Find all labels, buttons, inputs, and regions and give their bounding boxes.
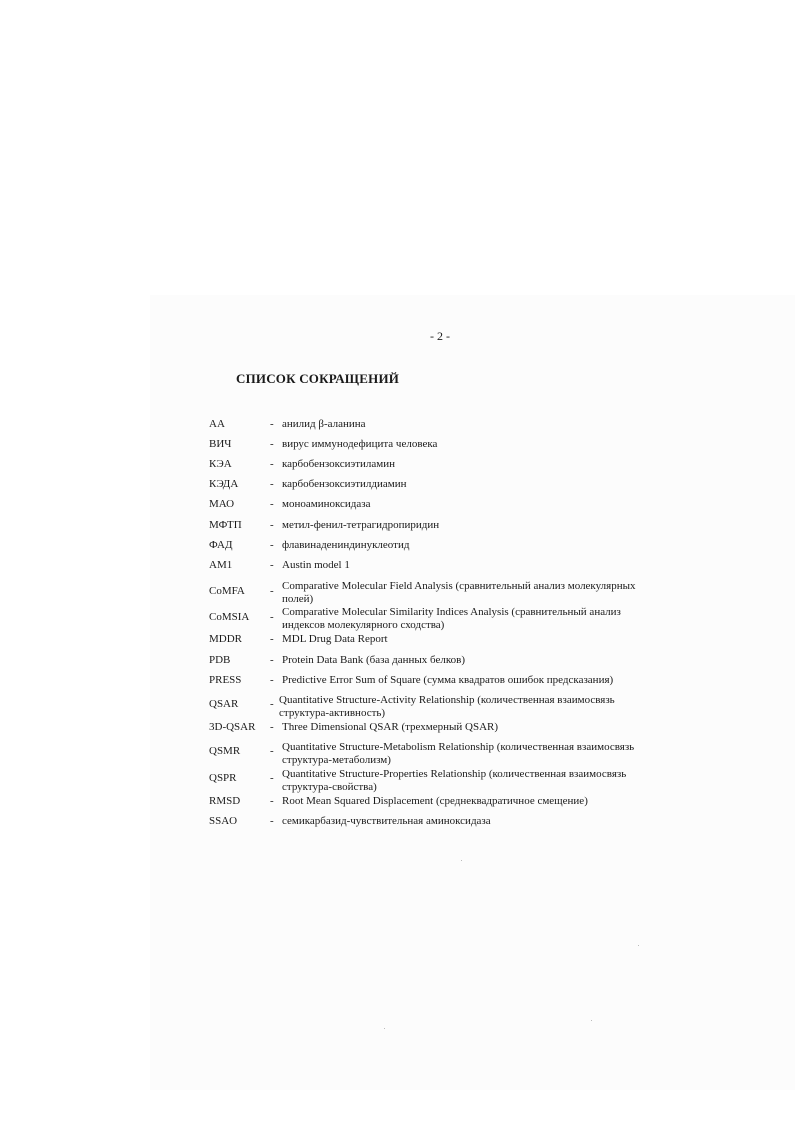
definition: Comparative Molecular Similarity Indices Analysis (сравнительный анализ индексов молекулярного сходства)	[282, 606, 621, 631]
abbreviation: RMSD	[209, 795, 241, 807]
separator-dash: -	[270, 674, 274, 686]
scan-speck	[638, 945, 639, 946]
separator-dash: -	[270, 815, 274, 827]
separator-dash: -	[270, 458, 274, 470]
abbreviation: AM1	[209, 559, 233, 571]
definition: Austin model 1	[282, 559, 350, 571]
definition: Quantitative Structure-Metabolism Relationship (количественная взаимосвязь структура-метаболизм)	[282, 741, 635, 766]
abbreviation: QSPR	[209, 772, 237, 784]
definition: метил-фенил-тетрагидропиридин	[282, 519, 440, 531]
definition: Root Mean Squared Displacement (среднеквадратичное смещение)	[282, 795, 588, 807]
separator-dash: -	[270, 585, 274, 597]
abbreviation: PRESS	[209, 674, 242, 686]
separator-dash: -	[270, 559, 274, 571]
scan-speck	[384, 1028, 385, 1029]
abbreviation: CoMFA	[209, 585, 245, 597]
abbreviation: CoMSIA	[209, 611, 250, 623]
separator-dash: -	[270, 418, 274, 430]
abbreviation: QSMR	[209, 745, 241, 757]
separator-dash: -	[270, 539, 274, 551]
abbreviation: ФАД	[209, 539, 233, 551]
separator-dash: -	[270, 438, 274, 450]
definition: Quantitative Structure-Properties Relationship (количественная взаимосвязь структура-свойства)	[282, 768, 627, 793]
separator-dash: -	[270, 745, 274, 757]
definition: карбобензоксиэтиламин	[282, 458, 396, 470]
separator-dash: -	[270, 498, 274, 510]
definition: Three Dimensional QSAR (трехмерный QSAR)	[282, 721, 499, 733]
definition: Protein Data Bank (база данных белков)	[282, 654, 465, 666]
abbreviation: МФТП	[209, 519, 242, 531]
definition: MDL Drug Data Report	[282, 633, 388, 645]
abbreviation: MDDR	[209, 633, 243, 645]
abbreviation: ВИЧ	[209, 438, 232, 450]
definition: моноаминоксидаза	[282, 498, 371, 510]
separator-dash: -	[270, 772, 274, 784]
definition: семикарбазид-чувствительная аминоксидаза	[282, 815, 491, 827]
page-title: СПИСОК СОКРАЩЕНИЙ	[236, 371, 400, 386]
abbreviation: МАО	[209, 498, 235, 510]
definition: Comparative Molecular Field Analysis (сравнительный анализ молекулярных полей)	[282, 580, 636, 605]
abbreviation: 3D-QSAR	[209, 721, 256, 733]
scan-speck	[461, 860, 462, 861]
separator-dash: -	[270, 478, 274, 490]
abbreviation: QSAR	[209, 698, 239, 710]
definition: карбобензоксиэтилдиамин	[282, 478, 407, 490]
page-number: - 2 -	[430, 329, 450, 343]
separator-dash: -	[270, 698, 274, 710]
scan-speck	[591, 1020, 592, 1021]
abbreviation: PDB	[209, 654, 231, 666]
definition: анилид β-аланина	[282, 418, 366, 430]
definition: вирус иммунодефицита человека	[282, 438, 438, 450]
separator-dash: -	[270, 633, 274, 645]
separator-dash: -	[270, 795, 274, 807]
abbreviation: КЭА	[209, 458, 232, 470]
separator-dash: -	[270, 721, 274, 733]
definition: Predictive Error Sum of Square (сумма квадратов ошибок предсказания)	[282, 674, 614, 686]
separator-dash: -	[270, 611, 274, 623]
separator-dash: -	[270, 519, 274, 531]
definition: флавинадениндинуклеотид	[282, 539, 410, 551]
abbreviation: АА	[209, 418, 225, 430]
definition: Quantitative Structure-Activity Relationship (количественная взаимосвязь структура-активность)	[279, 694, 615, 719]
abbreviation: SSAO	[209, 815, 238, 827]
separator-dash: -	[270, 654, 274, 666]
abbreviation: КЭДА	[209, 478, 239, 490]
